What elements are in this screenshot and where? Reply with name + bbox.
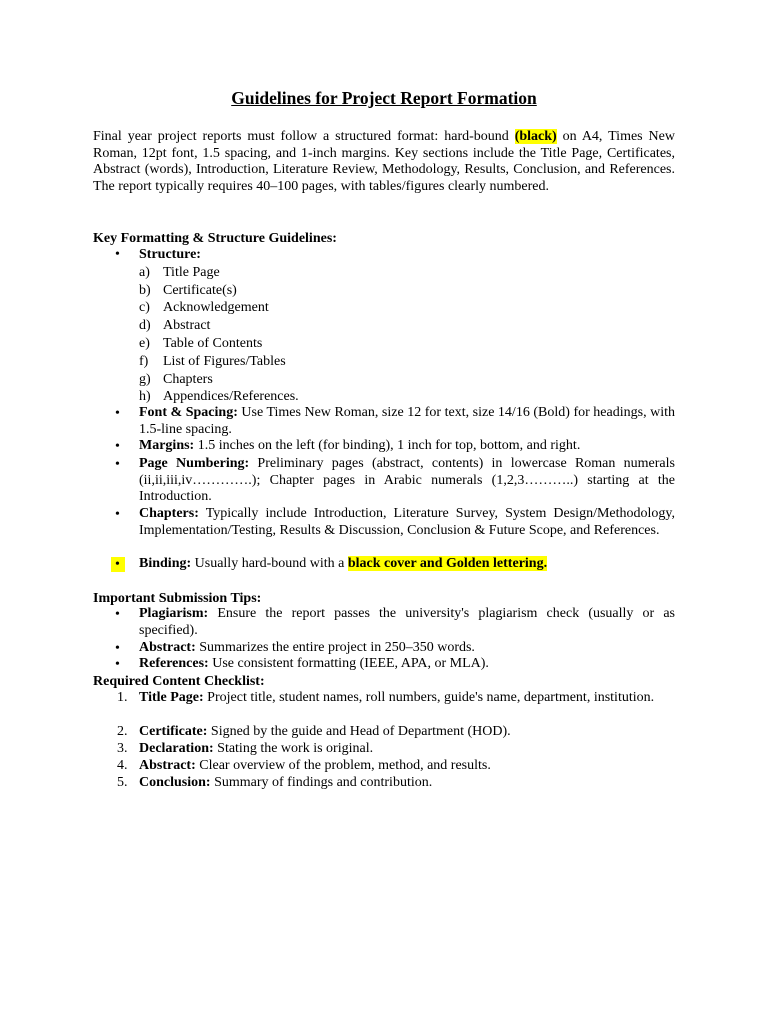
- binding-highlight: black cover and Golden lettering.: [347, 556, 548, 571]
- margins-text: 1.5 inches on the left (for binding), 1 inch for top, bottom, and right.: [194, 438, 581, 453]
- bullet-marker: •: [115, 406, 120, 421]
- checklist-item-abstract: [139, 758, 675, 775]
- abstract-tip-text: Summarizes the entire project in 250–350 words.: [195, 640, 475, 655]
- structure-item-list-of-figures: List of Figures/Tables: [163, 354, 286, 369]
- intro-highlight-black: (black): [514, 129, 557, 144]
- structure-label: Structure:: [139, 247, 201, 262]
- structure-item-chapters: Chapters: [163, 372, 213, 387]
- binding-text: Usually hard-bound with a: [191, 556, 348, 571]
- margins-item: [139, 438, 675, 455]
- references-tip-text: Use consistent formatting (IEEE, APA, or MLA).: [208, 656, 489, 671]
- chapters-item: [139, 506, 675, 539]
- bullet-marker-highlighted: •: [115, 557, 125, 574]
- intro-paragraph: [93, 129, 675, 195]
- checklist-item-conclusion: [139, 775, 675, 792]
- structure-item-acknowledgement: Acknowledgement: [163, 300, 269, 315]
- abstract-tip-item: [139, 640, 675, 657]
- bullet-marker: •: [115, 507, 120, 522]
- structure-item-marker: d): [139, 318, 151, 333]
- references-tip-label: References:: [139, 656, 209, 671]
- structure-item-marker: h): [139, 389, 151, 404]
- checklist-label: Title Page:: [139, 690, 204, 705]
- submission-tips-heading: Important Submission Tips:: [93, 591, 262, 606]
- bullet-marker: •: [115, 607, 120, 622]
- structure-item-appendices: Appendices/References.: [163, 389, 299, 404]
- bullet-marker: •: [115, 657, 120, 672]
- page-numbering-item: [139, 456, 675, 506]
- plagiarism-item: [139, 606, 675, 639]
- checklist-number: 4.: [117, 758, 128, 773]
- intro-text-end: on A4, Times New Roman, 12pt font, 1.5 spacing, and 1-inch margins. Key sections include the Title Page, Certificates, Abstract (words), Introduction, Literature Review, Methodology, Results, Conclusion, and References. The report typically requires 40–100 pages, with tables/figures clearly numbered.: [93, 129, 675, 194]
- font-spacing-item: [139, 405, 675, 438]
- binding-item: [139, 556, 675, 573]
- checklist-text: Stating the work is original.: [213, 741, 374, 756]
- structure-item-marker: a): [139, 265, 150, 280]
- page-numbering-text: Preliminary pages (abstract, contents) in lowercase Roman numerals (ii,ii,iii,iv………….); Chapter pages in Arabic numerals (1,2,3………..) starting at the Introduction.: [139, 456, 675, 504]
- structure-item-marker: c): [139, 300, 150, 315]
- checklist-number: 2.: [117, 724, 128, 739]
- margins-label: Margins:: [139, 438, 195, 453]
- checklist-heading: Required Content Checklist:: [93, 674, 265, 689]
- document-title: Guidelines for Project Report Formation: [231, 88, 537, 108]
- structure-item-marker: b): [139, 283, 151, 298]
- checklist-label: Conclusion:: [139, 775, 211, 790]
- structure-item-abstract: Abstract: [163, 318, 211, 333]
- chapters-text: Typically include Introduction, Literature Survey, System Design/Methodology, Implementation/Testing, Results & Discussion, Conclusion & Future Scope, and References.: [139, 506, 675, 538]
- checklist-item-declaration: [139, 741, 675, 758]
- structure-item-marker: g): [139, 372, 151, 387]
- checklist-label: Declaration:: [139, 741, 214, 756]
- chapters-label: Chapters:: [139, 506, 199, 521]
- checklist-number: 5.: [117, 775, 128, 790]
- checklist-item-certificate: [139, 724, 675, 741]
- abstract-tip-label: Abstract:: [139, 640, 196, 655]
- bullet-marker: •: [115, 457, 120, 472]
- checklist-text: Project title, student names, roll numbers, guide's name, department, institution.: [203, 690, 655, 705]
- checklist-text: Summary of findings and contribution.: [210, 775, 433, 790]
- bullet-marker: •: [115, 439, 120, 454]
- binding-label: Binding:: [139, 556, 192, 571]
- bullet-marker: •: [115, 641, 120, 656]
- plagiarism-text: Ensure the report passes the university's plagiarism check (usually or as specified).: [139, 606, 675, 638]
- plagiarism-label: Plagiarism:: [139, 606, 209, 621]
- structure-item-title-page: Title Page: [163, 265, 220, 280]
- font-spacing-text: Use Times New Roman, size 12 for text, size 14/16 (Bold) for headings, with 1.5-line spacing.: [139, 405, 675, 437]
- key-guidelines-heading: Key Formatting & Structure Guidelines:: [93, 231, 337, 246]
- structure-item-certificates: Certificate(s): [163, 283, 237, 298]
- font-spacing-label: Font & Spacing:: [139, 405, 238, 420]
- checklist-label: Abstract:: [139, 758, 196, 773]
- checklist-text: Clear overview of the problem, method, and results.: [195, 758, 491, 773]
- checklist-text: Signed by the guide and Head of Department (HOD).: [207, 724, 511, 739]
- bullet-marker: •: [115, 247, 120, 262]
- structure-item-table-of-contents: Table of Contents: [163, 336, 263, 351]
- checklist-label: Certificate:: [139, 724, 208, 739]
- page-numbering-label: Page Numbering:: [139, 456, 250, 471]
- checklist-number: 1.: [117, 690, 128, 705]
- checklist-item-title-page: [139, 690, 675, 707]
- references-tip-item: [139, 656, 675, 673]
- structure-item-marker: e): [139, 336, 150, 351]
- structure-item-marker: f): [139, 354, 149, 369]
- checklist-number: 3.: [117, 741, 128, 756]
- intro-text-start: Final year project reports must follow a structured format: hard-bound: [93, 129, 515, 144]
